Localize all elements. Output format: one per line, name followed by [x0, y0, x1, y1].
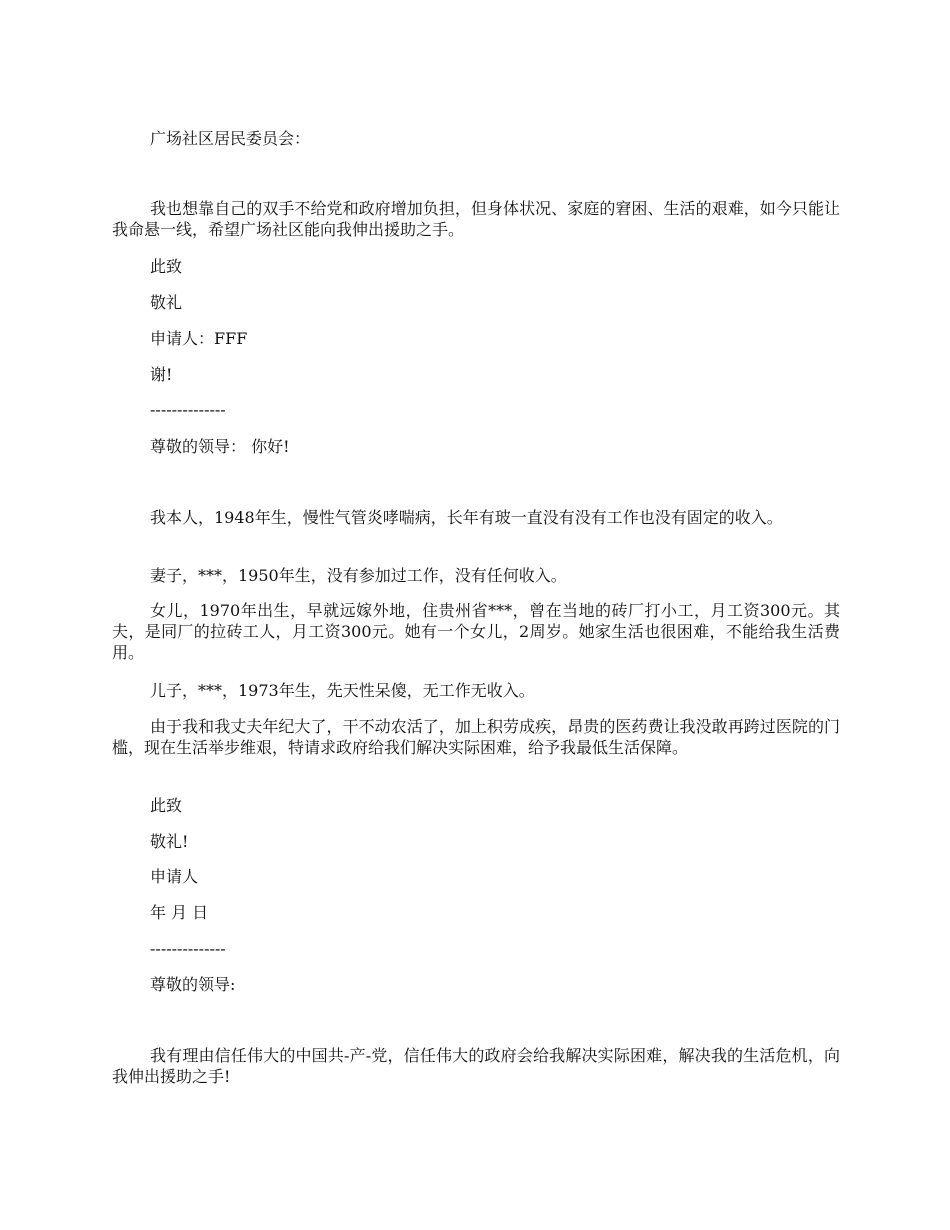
- letter1-applicant: 申请人：FFF: [150, 329, 248, 348]
- letter2-salutation: 尊敬的领导： 你好!: [150, 437, 290, 456]
- letter2-paragraph-1: 我本人，1948年生，慢性气管炎哮喘病，长年有玻一直没有没有工作也没有固定的收入。: [150, 508, 783, 527]
- letter2-applicant: 申请人: [150, 867, 199, 886]
- letter1-closing-2: 敬礼: [150, 293, 183, 312]
- letter2-separator: --------------: [150, 939, 226, 958]
- letter1-separator: --------------: [150, 400, 226, 419]
- letter3-salutation: 尊敬的领导:: [150, 975, 236, 994]
- letter2-paragraph-3: 女儿，1970年出生，早就远嫁外地，住贵州省***，曾在当地的砖厂打小工，月工资300元。其夫，是同厂的拉砖工人，月工资300元。她有一个女儿，2周岁。她家生活也很困难，不能给我生活费用。: [112, 601, 840, 662]
- letter1-salutation: 广场社区居民委员会：: [150, 129, 311, 148]
- letter1-body: 我也想靠自己的双手不给党和政府增加负担，但身体状况、家庭的窘困、生活的艰难，如今只能让我命悬一线，希望广场社区能向我伸出援助之手。: [112, 199, 840, 239]
- letter2-paragraph-5: 由于我和我丈夫年纪大了，干不动农活了，加上积劳成疾，昂贵的医药费让我没敢再跨过医院的门槛，现在生活举步维艰，特请求政府给我们解决实际困难，给予我最低生活保障。: [112, 717, 840, 757]
- letter2-closing-1: 此致: [150, 796, 183, 815]
- letter2-date: 年 月 日: [150, 903, 209, 922]
- letter3-paragraph-1: 我有理由信任伟大的中国共-产-党，信任伟大的政府会给我解决实际困难，解决我的生活危机，向我伸出援助之手!: [112, 1046, 840, 1086]
- letter2-paragraph-2: 妻子，***，1950年生，没有参加过工作，没有任何收入。: [150, 566, 567, 585]
- letter2-paragraph-4: 儿子，***，1973年生，先天性呆傻，无工作无收入。: [150, 681, 535, 700]
- letter1-thanks: 谢!: [150, 365, 173, 384]
- document-page: [112, 0, 840, 1230]
- letter2-closing-2: 敬礼!: [150, 832, 189, 851]
- letter1-closing-1: 此致: [150, 257, 183, 276]
